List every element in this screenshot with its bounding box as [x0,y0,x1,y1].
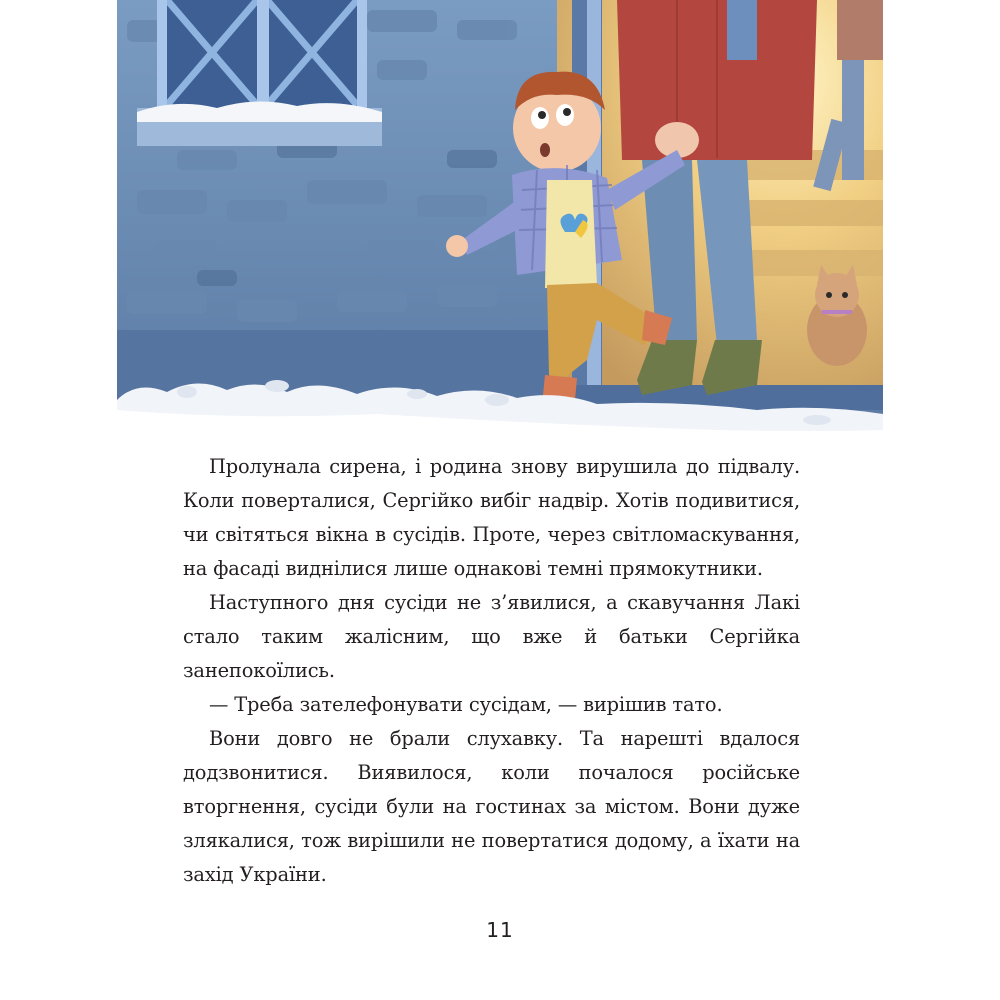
story-text [183,450,800,892]
page-number: 11 [486,918,514,942]
paragraph: Вони довго не брали слухавку. Та нарешті вдалося додзвонитися. Виявилося, коли почалося російське вторгнення, сусіди були на гостинах за містом. Вони дуже злякалися, тож вирішили не повертатися додому, а їхати на захід України. [183,727,800,886]
paragraph: Пролунала сирена, і родина знову вирушила до підвалу. Коли поверталися, Сергійко вибіг надвір. Хотів подивитися, чи світяться вікна в сусідів. Проте, через світломаскування, на фасаді виднілися лише однакові темні прямокутники. [183,455,800,580]
book-illustration [117,0,883,440]
paragraph: Наступного дня сусіди не з’явилися, а скавучання Лакі стало таким жалісним, що вже й батьки Сергійка занепокоїлись. [183,591,800,682]
boy-and-parent-illustration-icon [117,0,883,440]
dialogue-paragraph: — Треба зателефонувати сусідам, — вирішив тато. [209,693,723,716]
